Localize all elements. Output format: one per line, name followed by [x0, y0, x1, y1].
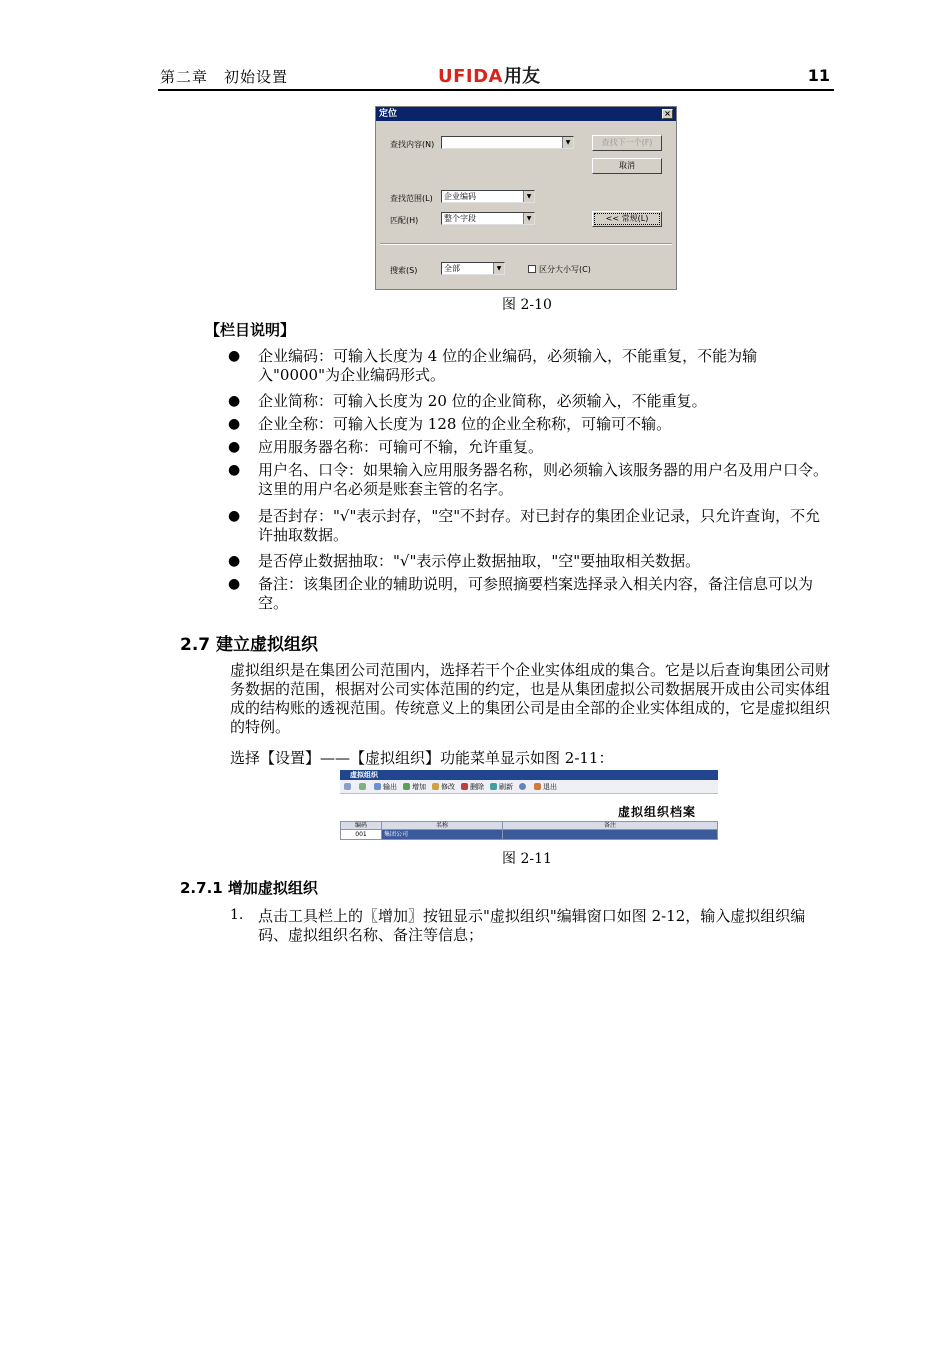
- dialog-divider: [380, 243, 672, 245]
- cell-code[interactable]: 001: [341, 830, 382, 840]
- menu-instruction: 选择【设置】——【虚拟组织】功能菜单显示如图 2-11：: [230, 749, 614, 767]
- table-header-row: [341, 822, 718, 830]
- section-paragraph: 虚拟组织是在集团公司范围内，选择若干个企业实体组成的集合。它是以后查询集团公司财务数据的范围，根据对公司实体范围的约定，也是从集团虚拟公司数据展开成由公司实体组成的结构账的透视范围。传统意义上的集团公司是由全部的企业实体组成的，它是虚拟组织的特例。: [230, 661, 831, 736]
- ufida-logo: [438, 62, 540, 88]
- column-header[interactable]: 编码: [341, 822, 382, 830]
- cancel-button[interactable]: 取消: [592, 158, 662, 174]
- find-input[interactable]: [441, 136, 574, 149]
- list-item: ● 应用服务器名称：可输可不输，允许重复。: [228, 438, 544, 456]
- dialog-title-bar: [376, 107, 676, 121]
- cell-remark[interactable]: [503, 830, 718, 840]
- list-item: ● 是否封存："√"表示封存，"空"不封存。对已封存的集团企业记录，只允许查询，不允许抽取数据。: [228, 507, 821, 544]
- step-text: 点击工具栏上的〖增加〗按钮显示"虚拟组织"编辑窗口如图 2-12，输入虚拟组织编码、虚拟组织名称、备注等信息；: [258, 907, 806, 944]
- match-case-checkbox[interactable]: [528, 265, 536, 273]
- logo-brand-cn: 用友: [503, 66, 540, 87]
- toolbar-add-button[interactable]: 增加: [403, 783, 426, 791]
- logo-brand-en: UFIDA: [438, 66, 503, 87]
- close-icon[interactable]: ×: [662, 109, 673, 119]
- preview-icon[interactable]: [359, 783, 368, 791]
- search-label: 搜索(S): [390, 266, 418, 275]
- chevron-down-icon[interactable]: ▼: [523, 191, 534, 202]
- window-title: 虚拟组织: [340, 770, 718, 780]
- dialog-title: 定位: [379, 109, 398, 119]
- archive-heading: 虚拟组织档案: [617, 805, 696, 819]
- toolbar-refresh-button[interactable]: 刷新: [490, 783, 513, 791]
- figure-caption: 图 2-11: [502, 851, 552, 867]
- virtual-org-table: [340, 821, 718, 840]
- search-direction-select[interactable]: 全部 ▼: [441, 262, 505, 275]
- match-case-label: 区分大小写(C): [539, 265, 591, 274]
- chevron-down-icon[interactable]: ▼: [493, 263, 504, 274]
- page-number: 11: [807, 66, 830, 85]
- scope-label: 查找范围(L): [390, 194, 433, 203]
- chevron-down-icon[interactable]: ▼: [562, 137, 573, 148]
- scope-select[interactable]: 企业编码 ▼: [441, 190, 535, 203]
- column-header[interactable]: 名称: [382, 822, 503, 830]
- section-title: 2.7 建立虚拟组织: [180, 635, 319, 655]
- toolbar-delete-button[interactable]: 删除: [461, 783, 484, 791]
- list-item: ● 企业编码：可输入长度为 4 位的企业编码，必须输入，不能重复，不能为输入"0000"为企业编码形式。: [228, 347, 758, 384]
- match-select[interactable]: 整个字段 ▼: [441, 212, 535, 225]
- locate-dialog: [375, 106, 677, 290]
- list-item: ● 是否停止数据抽取："√"表示停止数据抽取，"空"要抽取相关数据。: [228, 552, 701, 570]
- table-row[interactable]: [341, 830, 718, 840]
- match-label: 匹配(H): [390, 216, 419, 225]
- column-notes-heading: 【栏目说明】: [205, 321, 296, 339]
- step-number: 1.: [230, 907, 244, 923]
- figure-caption: 图 2-10: [502, 297, 552, 313]
- list-item: ● 企业全称：可输入长度为 128 位的企业全称称，可输可不输。: [228, 415, 672, 433]
- virtual-org-window: [340, 770, 718, 844]
- print-icon[interactable]: [344, 783, 353, 791]
- toolbar-edit-button[interactable]: 修改: [432, 783, 455, 791]
- list-item: ● 企业简称：可输入长度为 20 位的企业简称，必须输入，不能重复。: [228, 392, 707, 410]
- toolbar-output-button[interactable]: 输出: [374, 783, 397, 791]
- column-header[interactable]: 备注: [503, 822, 718, 830]
- cell-name[interactable]: 集团公司: [382, 830, 503, 840]
- chapter-title: 第二章 初始设置: [160, 68, 289, 86]
- list-item: ● 备注：该集团企业的辅助说明，可参照摘要档案选择录入相关内容，备注信息可以为空。: [228, 575, 814, 612]
- list-item: ● 用户名、口令：如果输入应用服务器名称，则必须输入该服务器的用户名及用户口令。这里的用户名必须是账套主管的名字。: [228, 461, 829, 498]
- header-rule: [158, 89, 834, 91]
- toolbar-exit-button[interactable]: 退出: [534, 783, 557, 791]
- chevron-down-icon[interactable]: ▼: [523, 213, 534, 224]
- find-next-button[interactable]: 查找下一个(F): [592, 135, 662, 151]
- subsection-title: 2.7.1 增加虚拟组织: [180, 879, 318, 897]
- help-icon[interactable]: [519, 783, 528, 791]
- find-label: 查找内容(N): [390, 140, 435, 149]
- toolbar: [340, 780, 718, 794]
- normal-toggle-button[interactable]: << 常规(L): [592, 211, 662, 227]
